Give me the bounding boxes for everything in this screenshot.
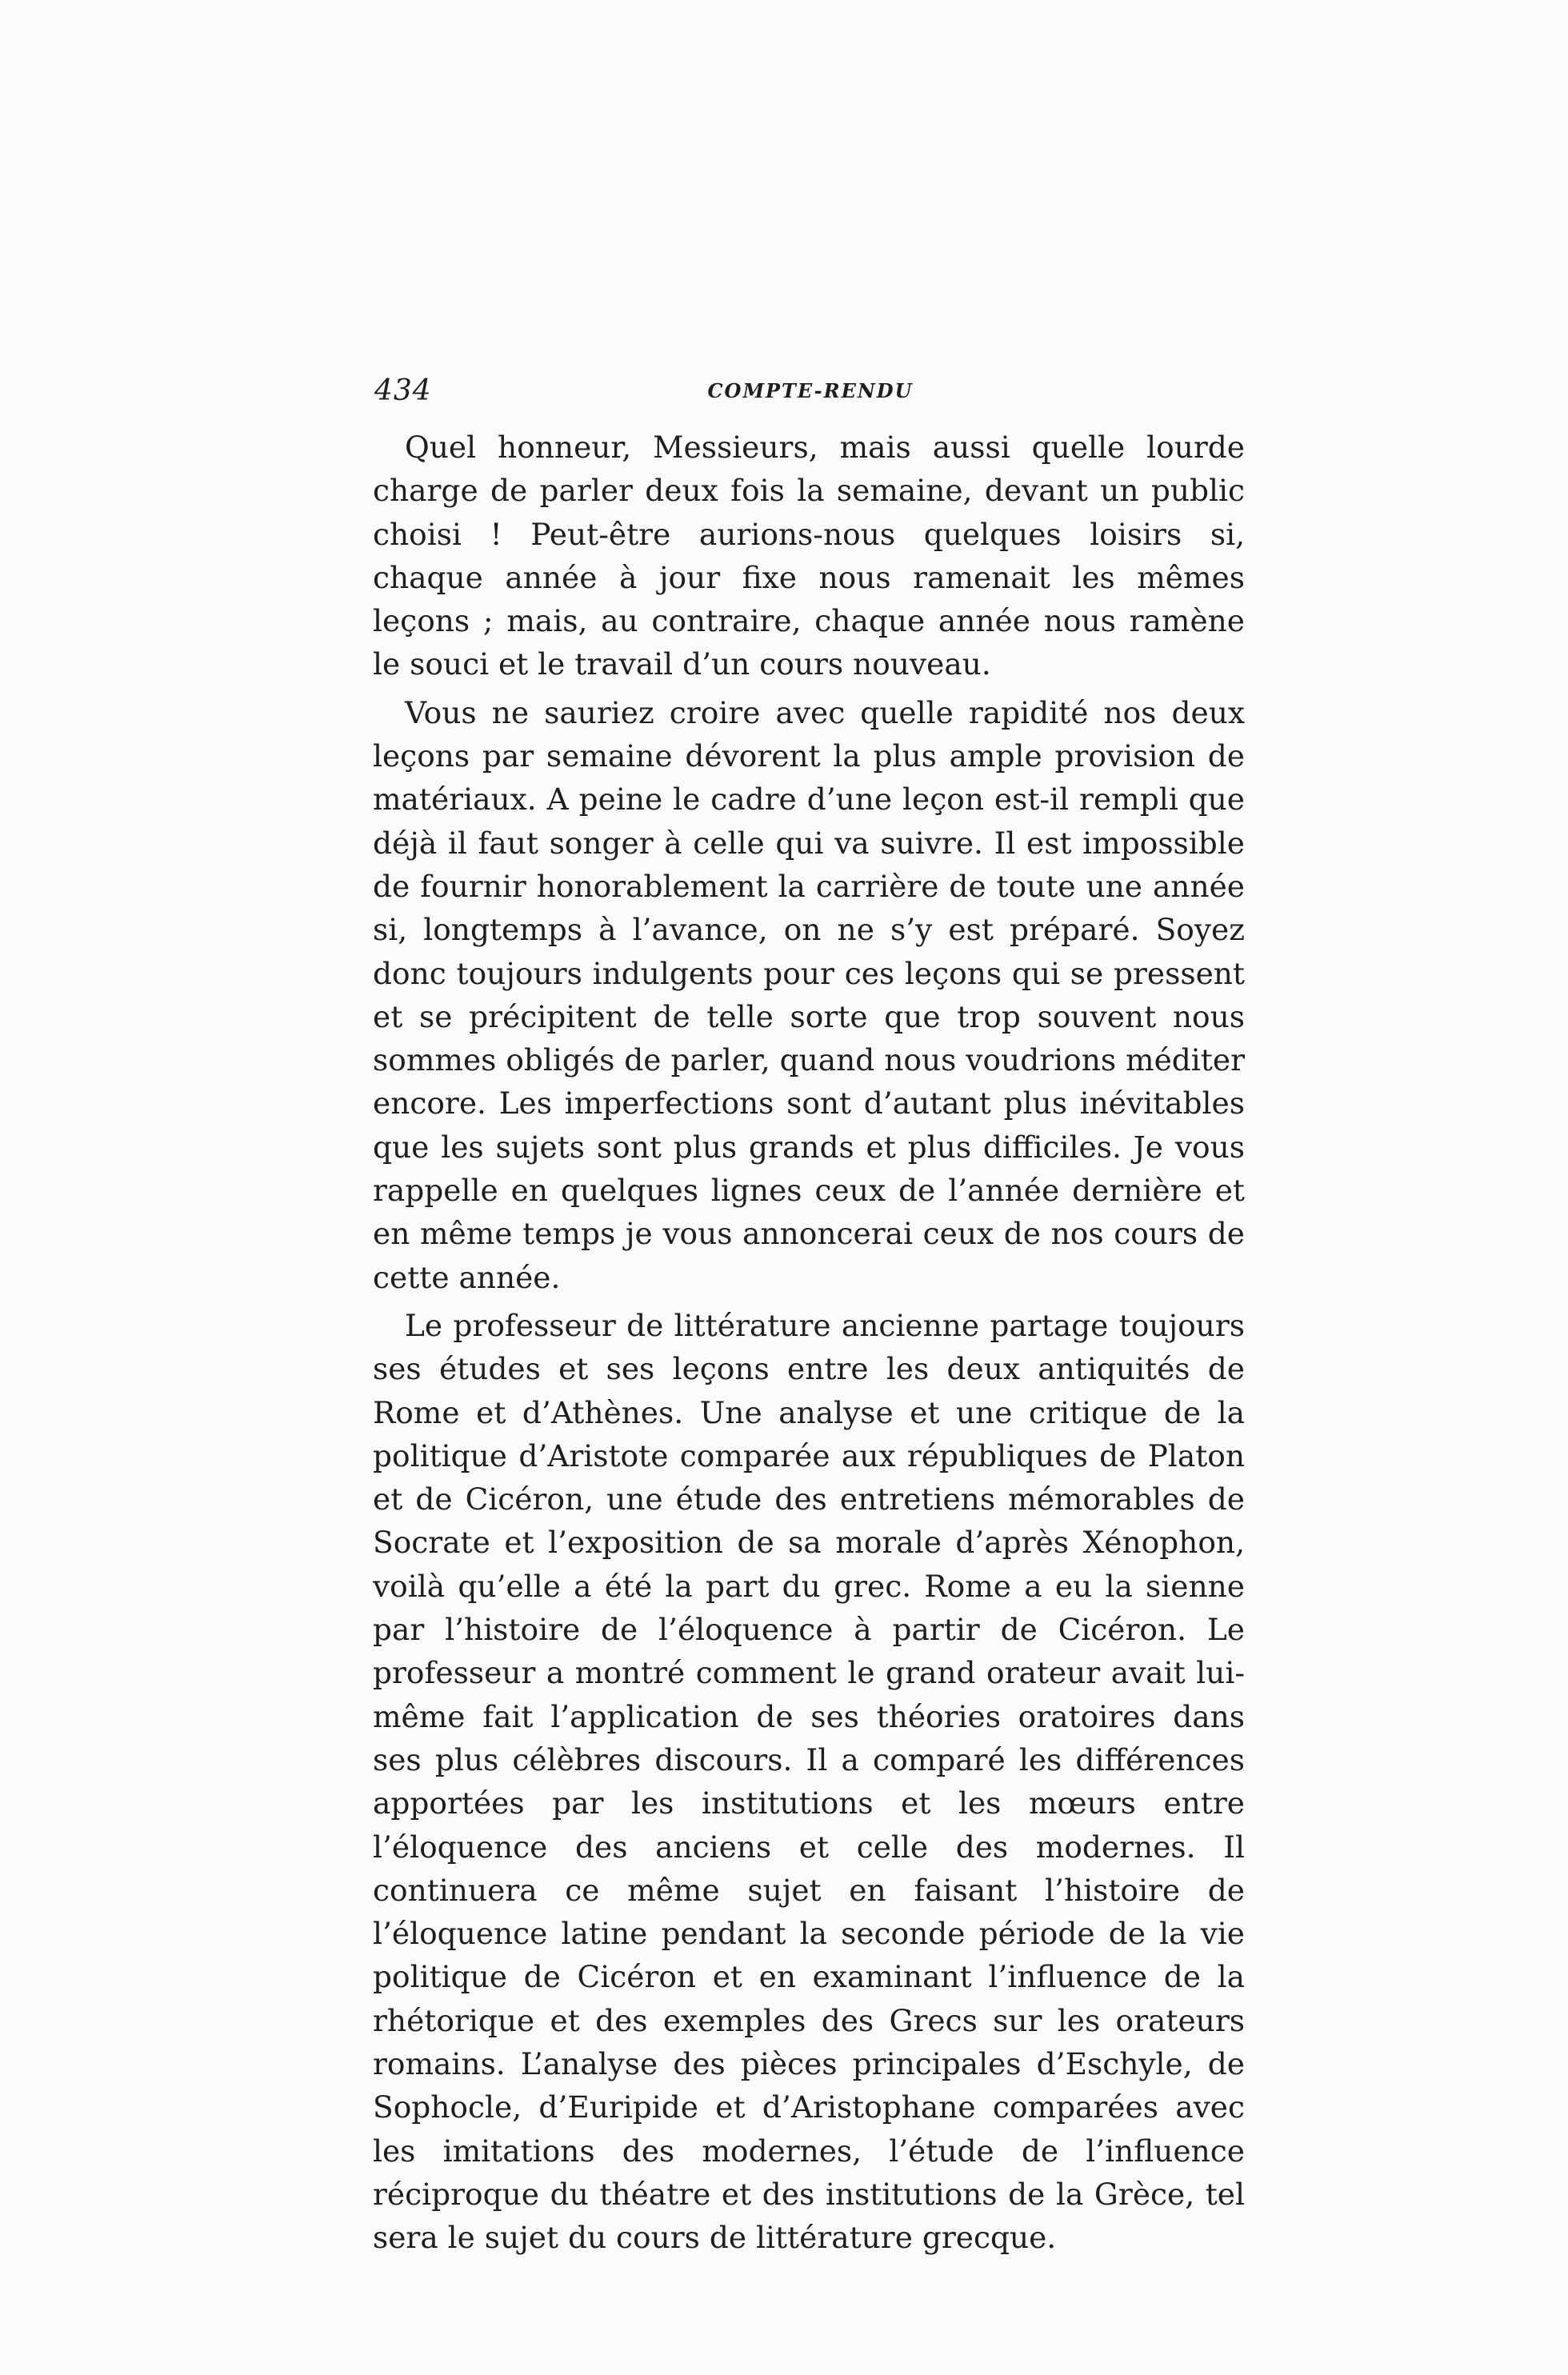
page-number: 434 — [374, 374, 432, 407]
paragraph: Quel honneur, Messieurs, mais aussi quelle lourde charge de parler deux fois la semaine, devant un public choisi ! Peut-être aurions-nous quelques loisirs si, chaque année à jour fixe nous ramenait les mêmes leçons ; mais, au contraire, chaque année nous ramène le souci et le travail d’un cours nouveau. — [373, 430, 1245, 682]
running-head — [374, 374, 1246, 414]
paragraph: Vous ne sauriez croire avec quelle rapidité nos deux leçons par semaine dévorent la plus ample provision de matériaux. A peine le cadre d’une leçon est-il rempli que déjà il faut songer à celle qui va suivre. Il est impossible de fournir honorablement la carrière de toute une année si, longtemps à l’avance, on ne s’y est préparé. Soyez donc toujours indulgents pour ces leçons qui se pressent et se précipitent de telle sorte que trop souvent nous sommes obligés de parler, quand nous voudrions méditer encore. Les imperfections sont d’autant plus inévitables que les sujets sont plus grands et plus difficiles. Je vous rappelle en quelques lignes ceux de l’année dernière et en même temps je vous annoncerai ceux de nos cours de cette année. — [373, 694, 1245, 1295]
body-text — [373, 426, 1245, 2264]
paragraph: Le professeur de littérature ancienne partage toujours ses études et ses leçons entre les deux antiquités de Rome et d’Athènes. Une analyse et une critique de la politique d’Aristote comparée aux républiques de Platon et de Cicéron, une étude des entretiens mémorables de Socrate et l’exposition de sa morale d’après Xénophon, voilà qu’elle a été la part du grec. Rome a eu la sienne par l’histoire de l’éloquence à partir de Cicéron. Le professeur a montré comment le grand orateur avait lui-même fait l’application de ses théories oratoires dans ses plus célèbres discours. Il a comparé les différences apportées par les institutions et les mœurs entre l’éloquence des anciens et celle des modernes. Il continuera ce même sujet en faisant l’histoire de l’éloquence latine pendant la seconde période de la vie politique de Cicéron et en examinant l’influence de la rhétorique et des exemples des Grecs sur les orateurs romains. L’analyse des pièces principales d’Eschyle, de Sophocle, d’Euripide et d’Aristophane comparées avec les imitations des modernes, l’étude de l’influence réciproque du théatre et des institutions de la Grèce, tel sera le sujet du cours de littérature grecque. — [373, 1307, 1245, 2256]
running-title: COMPTE-RENDU — [707, 379, 914, 402]
